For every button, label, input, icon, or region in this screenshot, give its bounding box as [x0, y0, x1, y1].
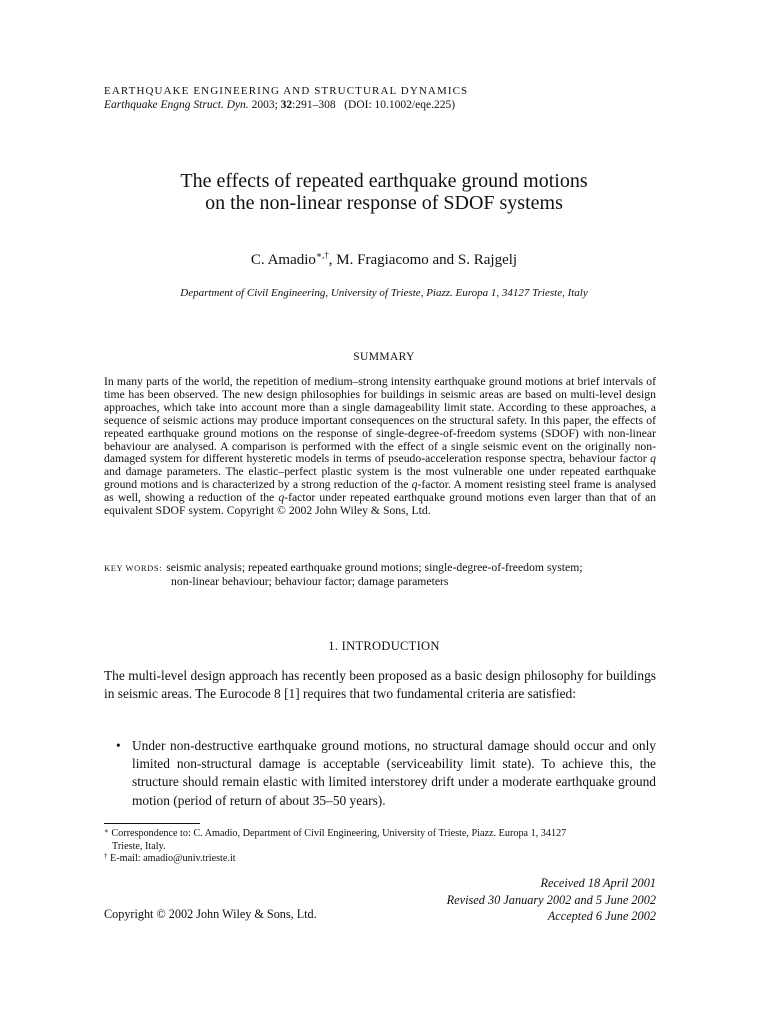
- author-list: [0, 251, 768, 269]
- abstract-part-3: -factor. A moment resisting steel frame is analysed as well, showing a reduction of the: [104, 478, 656, 505]
- footnote-1: Correspondence to: C. Amadio, Department of Civil Engineering, University of Trieste, Piazz. Europa 1, 34127: [111, 828, 567, 839]
- abstract-part-1: In many parts of the world, the repetition of medium–strong intensity earthquake ground motions at brief intervals of time has been observed. The new design philosophies for buildings in seismic areas are based on multi-level design approaches, which take into account more than a single damageability limit state. According to these approaches, a sequence of seismic actions may produce important consequences on the structural safety. In this paper, the effects of repeated earthquake ground motions on the response of single-degree-of-freedom systems (SDOF) with non-linear behaviour are analysed. A comparison is performed with the effect of a single seismic event on the originally non-damaged system for different hysteretic models in terms of pseudo-acceleration response spectra, behaviour factor: [104, 375, 656, 466]
- introduction-paragraph: The multi-level design approach has recently been proposed as a basic design philosophy for buildings in seismic areas. The Eurocode 8 [1] requires that two fundamental criteria are satisfied:: [104, 668, 656, 701]
- journal-pages: :291–308: [292, 99, 336, 111]
- author-first: C. Amadio: [250, 252, 316, 268]
- footnote-divider: [104, 823, 200, 824]
- q-symbol: q: [650, 452, 656, 466]
- copyright-notice: Copyright © 2002 John Wiley & Sons, Ltd.: [104, 907, 317, 921]
- q-symbol: q: [411, 478, 418, 492]
- title-line-2: on the non-linear response of SDOF systems: [205, 192, 563, 214]
- journal-citation: [104, 98, 664, 113]
- summary-heading: SUMMARY: [353, 351, 415, 363]
- bullet-item: [116, 737, 656, 810]
- q-symbol: q: [278, 491, 285, 505]
- footnote-1-continued: Trieste, Italy.: [112, 840, 166, 852]
- footnote-2: E-mail: amadio@univ.trieste.it: [110, 853, 236, 865]
- keywords-label: KEY WORDS:: [104, 563, 163, 573]
- author-rest: , M. Fragiacomo and S. Rajgelj: [328, 252, 518, 268]
- journal-abbrev: Earthquake Engng Struct. Dyn.: [104, 99, 249, 111]
- footnote-mark-1: ∗: [104, 827, 109, 835]
- bullet-icon: •: [116, 738, 121, 753]
- keywords-line-2: non-linear behaviour; behaviour factor; damage parameters: [171, 575, 449, 588]
- received-date: Received 18 April 2001: [540, 876, 656, 890]
- journal-name: EARTHQUAKE ENGINEERING AND STRUCTURAL DYNAMICS: [104, 85, 469, 97]
- journal-header: [104, 84, 664, 113]
- accepted-date: Accepted 6 June 2002: [547, 909, 656, 923]
- bullet-text: Under non-destructive earthquake ground motions, no structural damage should occur and only limited non-structural damage is acceptable (serviceability limit state). To achieve this, the structure should remain elastic with limited interstorey drift under a moderate earthquake ground motion (period of return of about 35–50 years).: [132, 738, 656, 808]
- paper-title: [0, 170, 768, 214]
- footnotes: [104, 828, 658, 866]
- keywords: [104, 561, 664, 588]
- journal-year: 2003;: [251, 99, 278, 111]
- journal-doi: (DOI: 10.1002/eqe.225): [344, 99, 456, 111]
- revised-date: Revised 30 January 2002 and 5 June 2002: [446, 892, 656, 907]
- keywords-line-1: seismic analysis; repeated earthquake ground motions; single-degree-of-freedom system;: [166, 561, 583, 574]
- section-heading-introduction: 1. INTRODUCTION: [328, 639, 440, 653]
- affiliation: Department of Civil Engineering, University of Trieste, Piazz. Europa 1, 34127 Trieste, Italy: [180, 287, 588, 299]
- abstract-text: [104, 376, 656, 518]
- journal-volume: 32: [280, 99, 293, 111]
- publication-dates: [447, 875, 656, 925]
- abstract-part-2: and damage parameters. The elastic–perfect plastic system is the most vulnerable one under repeated earthquake ground motions and is characterized by a strong reduction of the: [104, 465, 656, 492]
- author-marks: ∗,†: [315, 250, 329, 260]
- abstract-part-4: -factor under repeated earthquake ground motions even larger than that of an equivalent SDOF system. Copyright © 2002 John Wiley & Sons, Ltd.: [104, 491, 656, 518]
- footnote-mark-2: †: [104, 852, 108, 861]
- title-line-1: The effects of repeated earthquake ground motions: [180, 170, 588, 192]
